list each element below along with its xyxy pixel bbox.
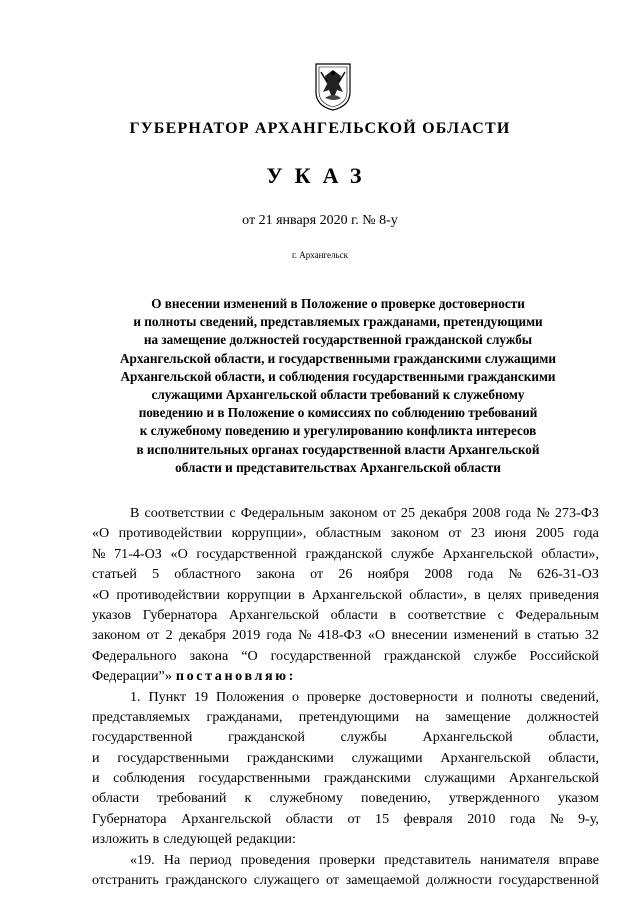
body-word: 418-ФЗ bbox=[317, 627, 362, 644]
body-word: от bbox=[146, 627, 160, 644]
body-word: указов bbox=[92, 606, 132, 623]
body-word: проверки bbox=[319, 851, 375, 868]
body-word: проведения bbox=[240, 851, 310, 868]
body-word: представитель bbox=[384, 851, 471, 868]
body-word: от bbox=[347, 810, 361, 827]
body-word: гражданской bbox=[305, 545, 383, 562]
title-line: Архангельской области, и государственными гражданскими служащими bbox=[120, 350, 556, 366]
body-word: вправе bbox=[558, 851, 599, 868]
title-line: к служебному поведению и урегулированию конфликта интересов bbox=[139, 423, 537, 439]
body-line bbox=[92, 605, 599, 625]
body-word: года bbox=[505, 505, 532, 521]
document-type: УКАЗ bbox=[266, 163, 374, 188]
body-word: и bbox=[465, 688, 474, 705]
body-word: о bbox=[291, 688, 300, 705]
body-word: июня bbox=[494, 525, 527, 542]
archangel-coat-of-arms-icon bbox=[313, 62, 353, 112]
title-line: поведению и в Положение о комиссиях по соблюдению требований bbox=[138, 405, 538, 421]
body-word: от bbox=[326, 872, 340, 889]
body-word: 71-4-ОЗ bbox=[114, 545, 162, 562]
body-word: целях bbox=[487, 586, 523, 603]
body-word: № bbox=[536, 505, 550, 521]
body-word: 26 bbox=[338, 566, 353, 583]
body-line bbox=[92, 748, 599, 768]
body-word: «О bbox=[92, 586, 110, 603]
title-line: области и представительствах Архангельской области bbox=[175, 459, 501, 475]
body-word: указом bbox=[557, 790, 599, 807]
body-word: служащего bbox=[253, 872, 320, 889]
body-word: Губернатора bbox=[142, 606, 218, 623]
body-word: 25 bbox=[400, 505, 415, 521]
body-word: коррупции», bbox=[231, 525, 307, 542]
body-word: «О bbox=[170, 545, 188, 562]
body-word: статьей bbox=[92, 566, 137, 583]
body-word: На bbox=[163, 851, 181, 868]
body-word: законом bbox=[329, 505, 378, 521]
body-line bbox=[92, 788, 599, 808]
body-word: года bbox=[509, 810, 536, 827]
body-word: области bbox=[330, 606, 378, 623]
body-word: 2010 bbox=[467, 810, 496, 827]
body-word: замещение bbox=[445, 708, 511, 725]
resolve-keyword: постановляю: bbox=[175, 668, 296, 685]
body-word: внесении bbox=[391, 627, 448, 644]
body-word: областным bbox=[315, 525, 382, 542]
body-word: редакции: bbox=[235, 831, 296, 848]
body-word: утвержденного bbox=[448, 790, 540, 807]
body-line bbox=[92, 564, 599, 584]
body-word: № bbox=[92, 545, 106, 562]
body-word: 32 bbox=[584, 627, 599, 644]
body-word: 2005 bbox=[535, 525, 565, 542]
body-line bbox=[92, 727, 599, 747]
body-word: государственной bbox=[196, 545, 297, 562]
body-word: законом bbox=[390, 525, 439, 542]
body-word: гражданской bbox=[228, 729, 305, 746]
body-word: изменений bbox=[453, 627, 519, 644]
title-line: и полноты сведений, представляемых гражданами, претендующими bbox=[133, 314, 543, 330]
body-word: ноября bbox=[367, 566, 410, 583]
body-word: замещаемой bbox=[345, 872, 420, 889]
body-word: должности bbox=[426, 872, 492, 889]
place-of-issue: г. Архангельск bbox=[292, 250, 348, 260]
body-word: 626-31-ОЗ bbox=[537, 566, 599, 583]
body-line bbox=[92, 809, 599, 829]
body-word: «19. bbox=[130, 851, 155, 868]
body-line bbox=[92, 707, 599, 727]
body-word: Архангельской bbox=[228, 606, 320, 623]
decree-title bbox=[88, 295, 588, 477]
body-line bbox=[92, 544, 599, 564]
body-line bbox=[92, 829, 599, 849]
body-word: проверке bbox=[306, 688, 362, 705]
body-word: государственной bbox=[270, 647, 372, 664]
body-word: достоверности bbox=[369, 688, 458, 705]
issuing-authority: ГУБЕРНАТОР АРХАНГЕЛЬСКОЙ ОБЛАСТИ bbox=[129, 120, 511, 137]
body-word: области, bbox=[548, 729, 599, 746]
body-line bbox=[92, 585, 599, 605]
body-word: следующей bbox=[163, 831, 233, 848]
body-word: 9-у, bbox=[577, 810, 599, 827]
body-word: изложить bbox=[92, 831, 149, 848]
body-word: декабря bbox=[420, 505, 468, 521]
body-word: Российской bbox=[529, 647, 599, 664]
body-word: «О bbox=[92, 525, 110, 542]
body-word: Архангельской bbox=[442, 545, 533, 562]
body-word: от bbox=[448, 525, 462, 542]
body-word: гражданскими bbox=[323, 770, 411, 787]
body-word: года bbox=[467, 566, 494, 583]
body-word: 1. bbox=[130, 688, 141, 705]
body-word: области bbox=[285, 810, 333, 827]
body-word: № bbox=[298, 627, 312, 644]
title-line: служащими Архангельской области требований к служебному bbox=[151, 387, 525, 403]
body-word: Архангельской bbox=[422, 729, 513, 746]
body-line bbox=[92, 870, 599, 890]
body-word: претендующими bbox=[298, 708, 400, 725]
body-word: февраля bbox=[403, 810, 453, 827]
body-word: Архангельской bbox=[312, 586, 403, 603]
body-word: и bbox=[92, 749, 100, 766]
body-word: государственной bbox=[92, 729, 193, 746]
body-word: 15 bbox=[375, 810, 390, 827]
body-word: соблюдения bbox=[113, 770, 186, 787]
body-word: года bbox=[573, 525, 599, 542]
body-word: представляемых bbox=[92, 708, 191, 725]
body-word: гражданского bbox=[165, 872, 248, 889]
body-word: 2008 bbox=[424, 566, 453, 583]
body-word: 19 bbox=[193, 688, 209, 705]
body-word: законом bbox=[92, 627, 141, 644]
body-word: 2019 bbox=[232, 627, 261, 644]
body-word: должностей bbox=[527, 708, 599, 725]
body-word: 23 bbox=[470, 525, 485, 542]
body-word: Губернатора bbox=[92, 810, 167, 827]
body-word: служащими bbox=[351, 749, 423, 766]
body-word: закона bbox=[189, 647, 229, 664]
body-word: службы bbox=[340, 729, 387, 746]
body-line bbox=[92, 850, 599, 870]
body-word: Федеральным bbox=[240, 505, 325, 521]
body-word: в bbox=[152, 831, 160, 848]
body-word: и bbox=[92, 770, 100, 787]
body-word: противодействии bbox=[118, 525, 223, 542]
body-word: 273-ФЗ bbox=[554, 505, 599, 521]
body-word: службе bbox=[473, 647, 517, 664]
body-line bbox=[92, 687, 599, 707]
body-word: гражданскими bbox=[246, 749, 334, 766]
body-word: 2 bbox=[165, 627, 173, 644]
body-word: области», bbox=[541, 545, 599, 562]
body-word: к bbox=[244, 790, 252, 807]
body-word: Архангельской bbox=[440, 749, 531, 766]
body-word: Пункт bbox=[148, 688, 187, 705]
body-word: Федерации”» bbox=[92, 668, 172, 685]
body-line bbox=[92, 503, 599, 523]
body-word: отстранить bbox=[92, 872, 159, 889]
body-word: от bbox=[310, 566, 324, 583]
body-word: года bbox=[266, 627, 292, 644]
body-line bbox=[92, 768, 599, 788]
body-word: государственными bbox=[117, 749, 230, 766]
body-word: № bbox=[508, 566, 522, 583]
body-word: в bbox=[389, 606, 397, 623]
body-word: области bbox=[92, 790, 140, 807]
body-word: приведения bbox=[529, 586, 599, 603]
body-word: Федеральным bbox=[515, 606, 599, 623]
body-word: сведений, bbox=[540, 688, 599, 705]
date-and-number: от 21 января 2020 г. № 8-у bbox=[242, 213, 398, 228]
body-word: В bbox=[130, 505, 140, 521]
body-word: государственными bbox=[198, 770, 311, 787]
body-word: требований bbox=[157, 790, 227, 807]
body-word: 2008 bbox=[472, 505, 501, 521]
body-word: противодействии bbox=[116, 586, 220, 603]
body-word: в bbox=[474, 586, 481, 603]
body-word: соответствие bbox=[407, 606, 486, 623]
body-word: Федерального bbox=[92, 647, 177, 664]
body-word: области, bbox=[548, 749, 599, 766]
body-word: декабря bbox=[178, 627, 226, 644]
body-word: на bbox=[415, 708, 430, 725]
decree-body-text bbox=[92, 503, 599, 890]
body-word: № bbox=[549, 810, 564, 827]
body-word: служащими bbox=[424, 770, 496, 787]
body-line bbox=[92, 625, 599, 645]
body-word: государственной bbox=[498, 872, 599, 889]
body-word: статью bbox=[537, 627, 579, 644]
title-line: Архангельской области, и соблюдения государственными гражданскими bbox=[120, 368, 556, 384]
body-word: соответствии bbox=[144, 505, 225, 521]
body-word: гражданами, bbox=[206, 708, 283, 725]
title-line: на замещение должностей государственной гражданской службы bbox=[143, 332, 533, 348]
body-word: нанимателя bbox=[480, 851, 550, 868]
body-word: в bbox=[524, 627, 531, 644]
body-word: Архангельской bbox=[508, 770, 599, 787]
body-word: закона bbox=[256, 566, 295, 583]
body-word: период bbox=[189, 851, 232, 868]
body-word: с bbox=[229, 505, 236, 521]
body-word: службе bbox=[390, 545, 434, 562]
body-word: областного bbox=[174, 566, 241, 583]
body-word: служебному bbox=[269, 790, 343, 807]
title-line: О внесении изменений в Положение о проверке достоверности bbox=[151, 296, 525, 311]
body-word: коррупции bbox=[226, 586, 292, 603]
body-word: поведению, bbox=[360, 790, 431, 807]
body-word: области», bbox=[409, 586, 467, 603]
body-word: 5 bbox=[152, 566, 160, 583]
body-word: от bbox=[382, 505, 396, 521]
body-line bbox=[92, 666, 599, 686]
body-line bbox=[92, 523, 599, 543]
body-word: Положения bbox=[215, 688, 285, 705]
body-line bbox=[92, 646, 599, 666]
body-word: “О bbox=[241, 647, 258, 664]
title-line: в исполнительных органах государственной власти Архангельской bbox=[136, 441, 540, 457]
body-word: Архангельской bbox=[181, 810, 272, 827]
body-word: гражданской bbox=[383, 647, 461, 664]
body-word: «О bbox=[367, 627, 386, 644]
body-word: в bbox=[298, 586, 305, 603]
body-word: с bbox=[497, 606, 504, 623]
body-word: полноты bbox=[481, 688, 533, 705]
